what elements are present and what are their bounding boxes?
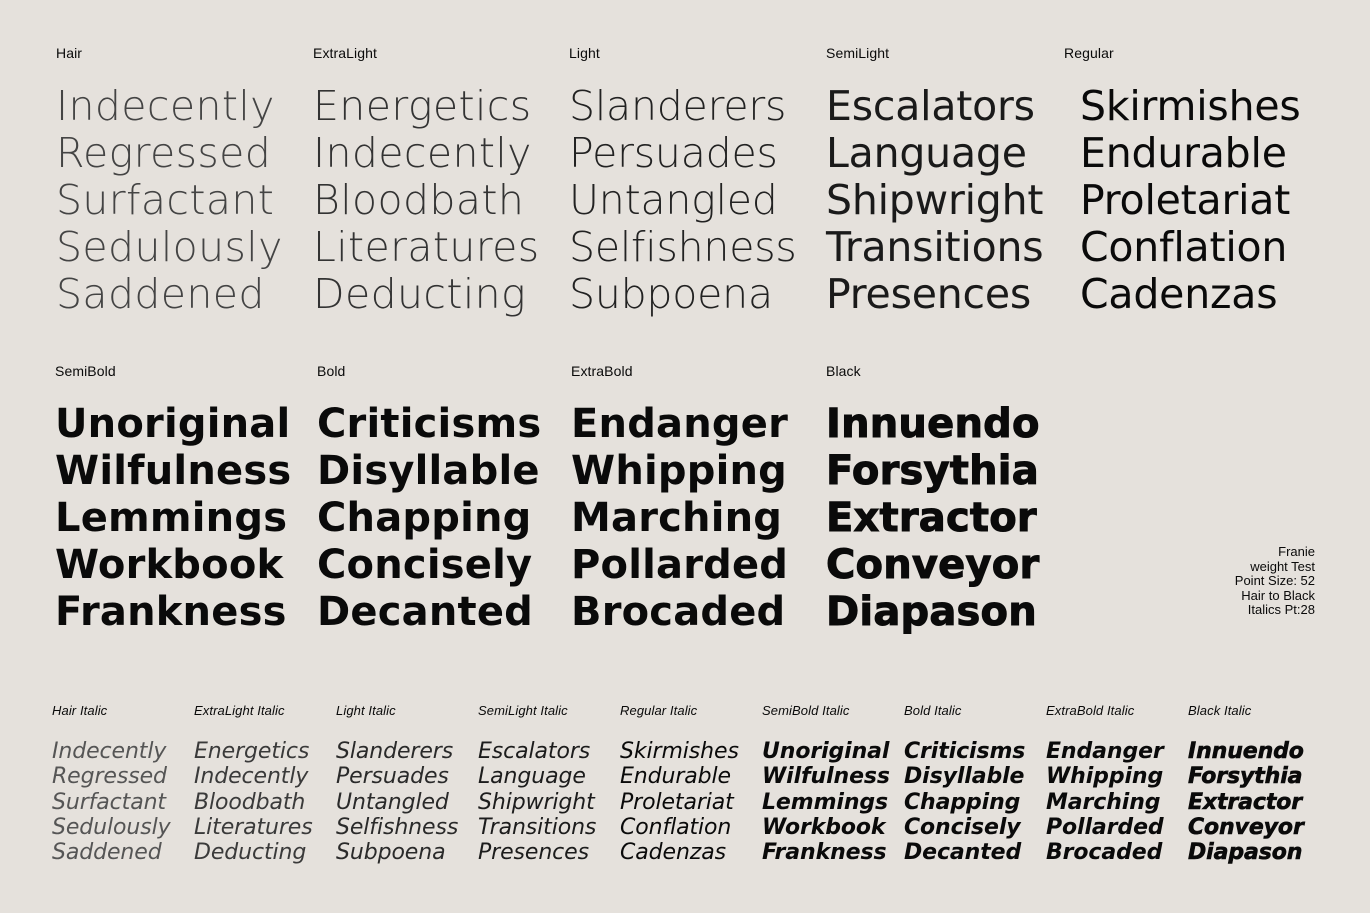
- specimen-word: Endurable: [620, 764, 731, 790]
- specimen-word: Presences: [478, 840, 589, 866]
- specimen-word: Extractor: [1188, 789, 1303, 815]
- specimen-word: Energetics: [194, 739, 310, 764]
- weight-label: Hair: [56, 45, 83, 61]
- word-list: [620, 739, 739, 865]
- specimen-word: Subpoena: [336, 840, 446, 866]
- weight-label: SemiLight Italic: [478, 703, 568, 718]
- word-list: [317, 401, 541, 636]
- specimen-word: Slanderers: [336, 739, 454, 764]
- note-line: Franie: [1278, 544, 1315, 559]
- specimen-column-bold-italic: [904, 703, 1025, 865]
- specimen-word: Indecently: [52, 739, 167, 764]
- word-list: [1188, 739, 1304, 865]
- specimen-word: Bloodbath: [313, 176, 525, 224]
- specimen-word: Shipwright: [478, 789, 595, 815]
- specimen-column-semilight-italic: [478, 703, 596, 865]
- specimen-word: Persuades: [336, 764, 449, 790]
- word-list: [826, 83, 1043, 318]
- specimen-word: Concisely: [317, 542, 533, 588]
- specimen-word: Transitions: [826, 223, 1044, 271]
- specimen-word: Pollarded: [571, 542, 789, 588]
- specimen-word: Skirmishes: [1080, 82, 1301, 130]
- specimen-word: Workbook: [55, 542, 284, 588]
- specimen-word: Endurable: [1080, 129, 1287, 177]
- weight-label: ExtraBold: [571, 363, 633, 379]
- word-list: [569, 83, 797, 318]
- specimen-word: Brocaded: [1046, 840, 1163, 866]
- note-line: Point Size: 52: [1234, 573, 1315, 589]
- specimen-column-semilight: [826, 45, 1043, 318]
- specimen-column-extrabold: [571, 363, 788, 636]
- word-list: [1046, 739, 1164, 865]
- word-list: [313, 83, 540, 318]
- specimen-word: Untangled: [336, 789, 449, 815]
- specimen-word: Brocaded: [571, 589, 786, 635]
- word-list: [56, 83, 283, 318]
- word-list: [55, 401, 291, 636]
- specimen-word: Criticisms: [317, 401, 542, 447]
- specimen-word: Transitions: [478, 814, 597, 840]
- specimen-column-semibold: [55, 363, 291, 636]
- specimen-word: Saddened: [56, 270, 265, 318]
- specimen-word: Energetics: [313, 82, 532, 130]
- specimen-word: Concisely: [904, 814, 1021, 840]
- specimen-word: Escalators: [826, 82, 1035, 130]
- specimen-word: Lemmings: [55, 495, 288, 541]
- specimen-word: Conflation: [1080, 223, 1288, 271]
- specimen-word: Language: [826, 129, 1027, 177]
- specimen-word: Criticisms: [904, 739, 1026, 764]
- weight-label: SemiBold: [55, 363, 116, 379]
- specimen-word: Sedulously: [52, 814, 171, 840]
- weight-label: ExtraBold Italic: [1046, 703, 1135, 718]
- word-list: [194, 739, 313, 865]
- weight-label: SemiBold Italic: [762, 703, 850, 718]
- specimen-word: Persuades: [569, 129, 778, 177]
- specimen-word: Decanted: [317, 589, 533, 635]
- specimen-word: Cadenzas: [620, 840, 726, 866]
- specimen-word: Wilfulness: [55, 448, 292, 494]
- specimen-word: Untangled: [569, 176, 778, 224]
- specimen-word: Disyllable: [904, 764, 1025, 790]
- specimen-word: Proletariat: [1080, 176, 1291, 224]
- specimen-word: Decanted: [904, 840, 1022, 866]
- specimen-word: Endanger: [1046, 739, 1164, 764]
- specimen-word: Lemmings: [762, 789, 889, 815]
- specimen-word: Conflation: [620, 814, 732, 840]
- specimen-word: Bloodbath: [194, 789, 306, 815]
- specimen-column-extralight: [313, 45, 540, 318]
- specimen-word: Pollarded: [1046, 814, 1164, 840]
- specimen-word: Deducting: [194, 840, 307, 866]
- specimen-word: Unoriginal: [762, 739, 890, 764]
- specimen-word: Sedulously: [56, 223, 283, 271]
- specimen-word: Workbook: [762, 814, 886, 840]
- word-list: [762, 739, 890, 865]
- weight-label: Light Italic: [336, 703, 396, 718]
- word-list: [478, 739, 596, 865]
- specimen-column-extralight-italic: [194, 703, 313, 865]
- word-list: [1080, 83, 1301, 318]
- specimen-word: Marching: [1046, 789, 1161, 815]
- specimen-column-regular: [1064, 45, 1301, 318]
- specimen-word: Diapason: [826, 589, 1037, 635]
- specimen-word: Whipping: [1046, 764, 1164, 790]
- specimen-column-extrabold-italic: [1046, 703, 1164, 865]
- weight-label: Black: [826, 363, 861, 379]
- specimen-column-light-italic: [336, 703, 458, 865]
- specimen-column-regular-italic: [620, 703, 739, 865]
- specimen-word: Presences: [826, 270, 1032, 318]
- word-list: [571, 401, 788, 636]
- specimen-word: Chapping: [904, 789, 1021, 815]
- specimen-word: Endanger: [571, 401, 788, 447]
- specimen-word: Innuendo: [1188, 739, 1304, 764]
- specimen-column-semibold-italic: [762, 703, 890, 865]
- weight-label: ExtraLight: [313, 45, 378, 61]
- specimen-word: Selfishness: [569, 223, 797, 271]
- weight-label: Black Italic: [1188, 703, 1252, 718]
- specimen-column-light: [569, 45, 797, 318]
- specimen-word: Language: [478, 764, 586, 790]
- specimen-word: Forsythia: [826, 448, 1039, 494]
- specimen-word: Regressed: [56, 129, 272, 177]
- specimen-column-hair-italic: [52, 703, 171, 865]
- word-list: [826, 401, 1040, 636]
- specimen-word: Deducting: [313, 270, 527, 318]
- specimen-word: Literatures: [194, 814, 313, 840]
- specimen-word: Extractor: [826, 495, 1037, 541]
- specimen-word: Diapason: [1188, 840, 1303, 866]
- specimen-word: Subpoena: [569, 270, 773, 318]
- specimen-word: Selfishness: [336, 814, 459, 840]
- specimen-column-hair: [56, 45, 283, 318]
- weight-label: Light: [569, 45, 600, 61]
- specimen-note: [1235, 545, 1315, 618]
- specimen-word: Unoriginal: [55, 401, 291, 447]
- specimen-word: Indecently: [56, 82, 275, 130]
- specimen-word: Whipping: [571, 448, 787, 494]
- note-line: weight Test: [1250, 558, 1315, 574]
- specimen-word: Indecently: [194, 764, 309, 790]
- specimen-word: Surfactant: [52, 789, 166, 815]
- weight-label: Bold Italic: [904, 703, 962, 718]
- specimen-word: Marching: [571, 495, 783, 541]
- note-line: Italics Pt:28: [1247, 602, 1315, 618]
- specimen-word: Chapping: [317, 495, 532, 541]
- weight-label: Hair Italic: [52, 703, 108, 718]
- specimen-word: Proletariat: [620, 789, 734, 815]
- note-line: Hair to Black: [1241, 587, 1315, 603]
- weight-label: Bold: [317, 363, 346, 379]
- specimen-column-black: [826, 363, 1040, 636]
- specimen-word: Frankness: [55, 589, 287, 635]
- word-list: [904, 739, 1025, 865]
- word-list: [336, 739, 458, 865]
- specimen-word: Conveyor: [826, 542, 1040, 588]
- specimen-word: Disyllable: [317, 448, 540, 494]
- weight-label: ExtraLight Italic: [194, 703, 285, 718]
- specimen-word: Slanderers: [569, 82, 787, 130]
- specimen-word: Literatures: [313, 223, 540, 271]
- specimen-word: Escalators: [478, 739, 591, 764]
- specimen-word: Indecently: [313, 129, 532, 177]
- specimen-column-bold: [317, 363, 541, 636]
- specimen-word: Saddened: [52, 840, 162, 866]
- specimen-word: Forsythia: [1188, 764, 1303, 790]
- weight-label: SemiLight: [826, 45, 890, 61]
- specimen-word: Innuendo: [826, 401, 1040, 447]
- specimen-column-black-italic: [1188, 703, 1304, 865]
- specimen-word: Skirmishes: [620, 739, 739, 764]
- specimen-word: Wilfulness: [762, 764, 890, 790]
- specimen-word: Conveyor: [1188, 814, 1304, 840]
- specimen-word: Shipwright: [826, 176, 1044, 224]
- word-list: [52, 739, 171, 865]
- weight-label: Regular: [1064, 45, 1114, 61]
- specimen-word: Cadenzas: [1080, 270, 1278, 318]
- specimen-word: Regressed: [52, 764, 167, 790]
- weight-label: Regular Italic: [620, 703, 698, 718]
- specimen-word: Surfactant: [56, 176, 275, 224]
- specimen-word: Frankness: [762, 840, 887, 866]
